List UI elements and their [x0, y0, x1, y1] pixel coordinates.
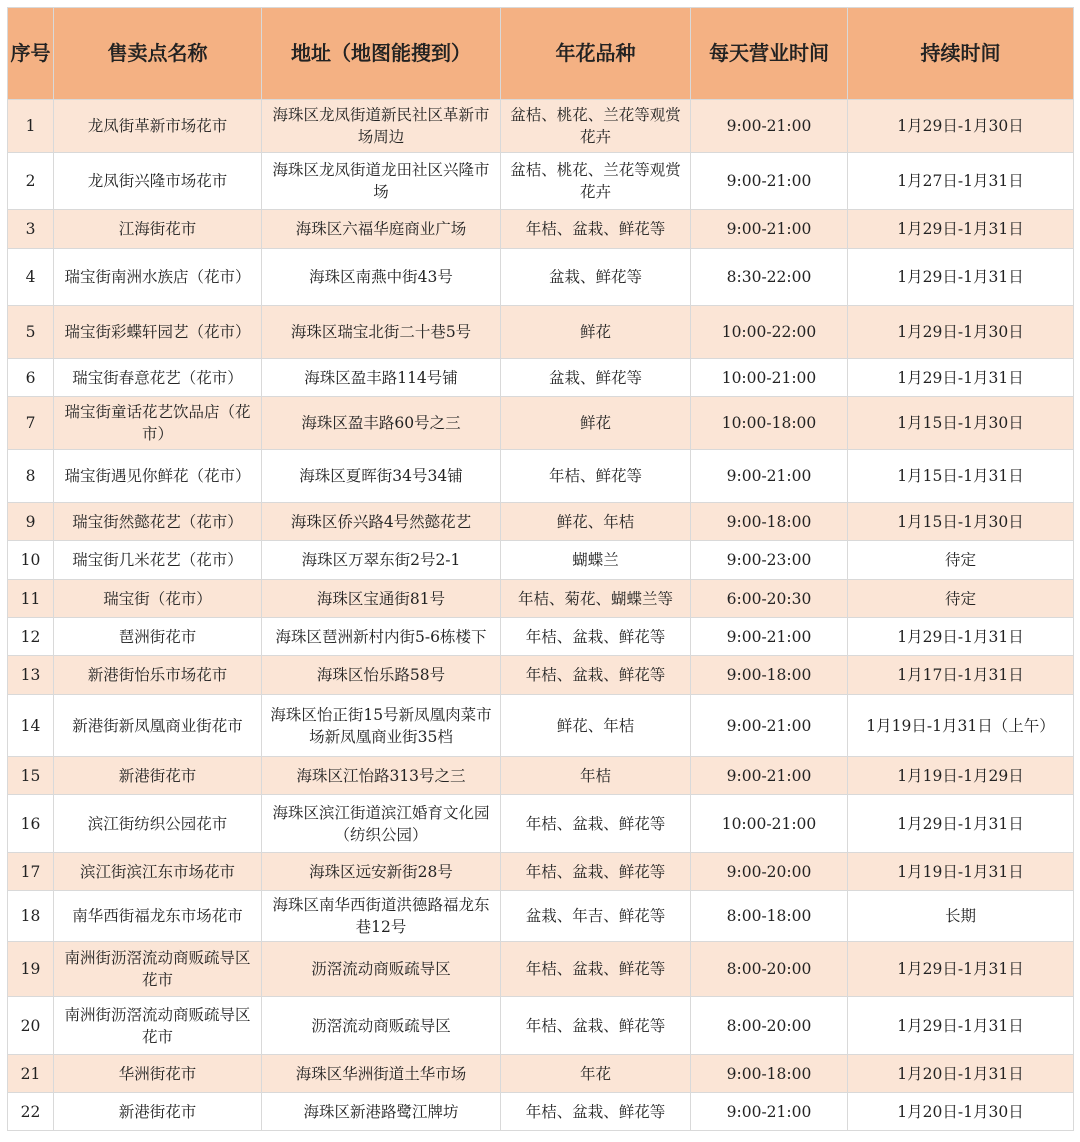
cell-daily-hours: 9:00-21:00: [691, 153, 848, 210]
cell-market-name: 南华西街福龙东市场花市: [54, 891, 262, 942]
cell-duration: 1月29日-1月30日: [848, 100, 1074, 153]
cell-daily-hours: 9:00-21:00: [691, 210, 848, 249]
cell-seq: 8: [8, 450, 54, 503]
cell-market-name: 南洲街沥滘流动商贩疏导区花市: [54, 997, 262, 1055]
cell-flower-varieties: 蝴蝶兰: [501, 541, 691, 580]
table-row: [8, 618, 1074, 656]
cell-duration: 待定: [848, 541, 1074, 580]
cell-address: 海珠区万翠东街2号2-1: [262, 541, 501, 580]
cell-daily-hours: 8:30-22:00: [691, 249, 848, 306]
cell-seq: 7: [8, 397, 54, 450]
cell-flower-varieties: 鲜花: [501, 306, 691, 359]
cell-seq: 12: [8, 618, 54, 656]
table-row: [8, 100, 1074, 153]
header-daily-hours: 每天营业时间: [691, 8, 848, 100]
cell-market-name: 南洲街沥滘流动商贩疏导区花市: [54, 942, 262, 997]
table-row: [8, 541, 1074, 580]
table-header-row: [8, 8, 1074, 100]
cell-duration: 1月29日-1月31日: [848, 249, 1074, 306]
cell-seq: 11: [8, 580, 54, 618]
cell-seq: 21: [8, 1055, 54, 1093]
cell-market-name: 华洲街花市: [54, 1055, 262, 1093]
table-row: [8, 853, 1074, 891]
cell-seq: 15: [8, 757, 54, 795]
cell-duration: 1月29日-1月31日: [848, 210, 1074, 249]
cell-daily-hours: 6:00-20:30: [691, 580, 848, 618]
cell-address: 海珠区新港路鹭江牌坊: [262, 1093, 501, 1131]
header-flower-varieties: 年花品种: [501, 8, 691, 100]
flower-market-table-container: [7, 7, 1073, 1131]
cell-daily-hours: 9:00-21:00: [691, 100, 848, 153]
cell-address: 海珠区南燕中街43号: [262, 249, 501, 306]
cell-daily-hours: 9:00-21:00: [691, 618, 848, 656]
table-row: [8, 795, 1074, 853]
cell-flower-varieties: 盆栽、鲜花等: [501, 359, 691, 397]
cell-market-name: 新港街花市: [54, 757, 262, 795]
cell-address: 海珠区盈丰路60号之三: [262, 397, 501, 450]
cell-market-name: 滨江街滨江东市场花市: [54, 853, 262, 891]
cell-duration: 长期: [848, 891, 1074, 942]
cell-duration: 1月19日-1月31日（上午）: [848, 695, 1074, 757]
cell-market-name: 瑞宝街然懿花艺（花市）: [54, 503, 262, 541]
cell-address: 海珠区夏晖街34号34铺: [262, 450, 501, 503]
cell-market-name: 瑞宝街遇见你鲜花（花市）: [54, 450, 262, 503]
cell-flower-varieties: 年桔、盆栽、鲜花等: [501, 997, 691, 1055]
cell-flower-varieties: 年桔: [501, 757, 691, 795]
cell-flower-varieties: 年桔、盆栽、鲜花等: [501, 853, 691, 891]
cell-address: 海珠区瑞宝北街二十巷5号: [262, 306, 501, 359]
cell-market-name: 瑞宝街童话花艺饮品店（花市）: [54, 397, 262, 450]
cell-address: 海珠区盈丰路114号铺: [262, 359, 501, 397]
cell-duration: 1月29日-1月31日: [848, 997, 1074, 1055]
cell-duration: 1月19日-1月31日: [848, 853, 1074, 891]
cell-address: 海珠区怡正街15号新凤凰肉菜市场新凤凰商业街35档: [262, 695, 501, 757]
cell-market-name: 瑞宝街彩蝶轩园艺（花市）: [54, 306, 262, 359]
table-row: [8, 695, 1074, 757]
table-row: [8, 1055, 1074, 1093]
cell-flower-varieties: 年桔、盆栽、鲜花等: [501, 1093, 691, 1131]
cell-flower-varieties: 盆栽、年吉、鲜花等: [501, 891, 691, 942]
cell-duration: 1月29日-1月31日: [848, 618, 1074, 656]
header-address: 地址（地图能搜到）: [262, 8, 501, 100]
table-row: [8, 757, 1074, 795]
cell-duration: 1月20日-1月30日: [848, 1093, 1074, 1131]
cell-market-name: 瑞宝街几米花艺（花市）: [54, 541, 262, 580]
cell-flower-varieties: 年桔、盆栽、鲜花等: [501, 795, 691, 853]
cell-seq: 1: [8, 100, 54, 153]
cell-flower-varieties: 鲜花: [501, 397, 691, 450]
cell-address: 海珠区华洲街道土华市场: [262, 1055, 501, 1093]
cell-address: 海珠区龙凤街道龙田社区兴隆市场: [262, 153, 501, 210]
cell-flower-varieties: 年桔、盆栽、鲜花等: [501, 656, 691, 695]
cell-seq: 20: [8, 997, 54, 1055]
cell-daily-hours: 9:00-18:00: [691, 503, 848, 541]
cell-daily-hours: 10:00-21:00: [691, 359, 848, 397]
cell-flower-varieties: 鲜花、年桔: [501, 695, 691, 757]
cell-daily-hours: 10:00-18:00: [691, 397, 848, 450]
table-row: [8, 656, 1074, 695]
table-row: [8, 1093, 1074, 1131]
cell-market-name: 滨江街纺织公园花市: [54, 795, 262, 853]
cell-daily-hours: 8:00-18:00: [691, 891, 848, 942]
table-row: [8, 580, 1074, 618]
cell-duration: 1月29日-1月31日: [848, 359, 1074, 397]
cell-market-name: 瑞宝街南洲水族店（花市）: [54, 249, 262, 306]
cell-flower-varieties: 盆栽、鲜花等: [501, 249, 691, 306]
cell-address: 海珠区滨江街道滨江婚育文化园（纺织公园）: [262, 795, 501, 853]
cell-duration: 1月15日-1月31日: [848, 450, 1074, 503]
cell-daily-hours: 9:00-20:00: [691, 853, 848, 891]
cell-seq: 17: [8, 853, 54, 891]
cell-seq: 13: [8, 656, 54, 695]
cell-seq: 9: [8, 503, 54, 541]
cell-daily-hours: 9:00-21:00: [691, 757, 848, 795]
cell-duration: 1月27日-1月31日: [848, 153, 1074, 210]
cell-market-name: 新港街花市: [54, 1093, 262, 1131]
cell-duration: 1月29日-1月31日: [848, 795, 1074, 853]
cell-address: 沥滘流动商贩疏导区: [262, 942, 501, 997]
table-row: [8, 891, 1074, 942]
cell-daily-hours: 9:00-23:00: [691, 541, 848, 580]
header-seq: 序号: [8, 8, 54, 100]
table-row: [8, 942, 1074, 997]
cell-flower-varieties: 盆桔、桃花、兰花等观赏花卉: [501, 100, 691, 153]
cell-duration: 1月15日-1月30日: [848, 397, 1074, 450]
table-row: [8, 249, 1074, 306]
cell-seq: 6: [8, 359, 54, 397]
cell-seq: 10: [8, 541, 54, 580]
cell-daily-hours: 9:00-21:00: [691, 450, 848, 503]
cell-address: 沥滘流动商贩疏导区: [262, 997, 501, 1055]
cell-daily-hours: 10:00-21:00: [691, 795, 848, 853]
cell-daily-hours: 8:00-20:00: [691, 997, 848, 1055]
cell-duration: 1月20日-1月31日: [848, 1055, 1074, 1093]
table-row: [8, 153, 1074, 210]
table-body: [8, 100, 1074, 1131]
cell-seq: 16: [8, 795, 54, 853]
cell-address: 海珠区江怡路313号之三: [262, 757, 501, 795]
cell-market-name: 江海街花市: [54, 210, 262, 249]
cell-market-name: 瑞宝街春意花艺（花市）: [54, 359, 262, 397]
cell-daily-hours: 10:00-22:00: [691, 306, 848, 359]
cell-address: 海珠区侨兴路4号然懿花艺: [262, 503, 501, 541]
table-row: [8, 997, 1074, 1055]
cell-daily-hours: 9:00-21:00: [691, 1093, 848, 1131]
cell-seq: 3: [8, 210, 54, 249]
cell-flower-varieties: 年桔、盆栽、鲜花等: [501, 618, 691, 656]
cell-daily-hours: 9:00-18:00: [691, 1055, 848, 1093]
cell-seq: 2: [8, 153, 54, 210]
cell-address: 海珠区龙凤街道新民社区革新市场周边: [262, 100, 501, 153]
cell-seq: 14: [8, 695, 54, 757]
cell-daily-hours: 8:00-20:00: [691, 942, 848, 997]
table-row: [8, 359, 1074, 397]
cell-flower-varieties: 年花: [501, 1055, 691, 1093]
cell-market-name: 新港街新凤凰商业街花市: [54, 695, 262, 757]
cell-address: 海珠区远安新街28号: [262, 853, 501, 891]
flower-market-table: [7, 7, 1074, 1131]
cell-market-name: 龙凤街兴隆市场花市: [54, 153, 262, 210]
table-row: [8, 503, 1074, 541]
header-market-name: 售卖点名称: [54, 8, 262, 100]
cell-duration: 1月29日-1月30日: [848, 306, 1074, 359]
cell-address: 海珠区宝通街81号: [262, 580, 501, 618]
cell-seq: 22: [8, 1093, 54, 1131]
cell-duration: 1月15日-1月30日: [848, 503, 1074, 541]
cell-address: 海珠区怡乐路58号: [262, 656, 501, 695]
cell-address: 海珠区六福华庭商业广场: [262, 210, 501, 249]
cell-seq: 18: [8, 891, 54, 942]
cell-market-name: 瑞宝街（花市）: [54, 580, 262, 618]
cell-duration: 1月29日-1月31日: [848, 942, 1074, 997]
cell-flower-varieties: 鲜花、年桔: [501, 503, 691, 541]
cell-seq: 4: [8, 249, 54, 306]
cell-market-name: 新港街怡乐市场花市: [54, 656, 262, 695]
cell-duration: 待定: [848, 580, 1074, 618]
cell-duration: 1月17日-1月31日: [848, 656, 1074, 695]
header-duration: 持续时间: [848, 8, 1074, 100]
cell-flower-varieties: 年桔、鲜花等: [501, 450, 691, 503]
cell-flower-varieties: 年桔、菊花、蝴蝶兰等: [501, 580, 691, 618]
table-row: [8, 450, 1074, 503]
cell-duration: 1月19日-1月29日: [848, 757, 1074, 795]
cell-address: 海珠区南华西街道洪德路福龙东巷12号: [262, 891, 501, 942]
table-row: [8, 210, 1074, 249]
cell-flower-varieties: 盆桔、桃花、兰花等观赏花卉: [501, 153, 691, 210]
cell-address: 海珠区琶洲新村内街5-6栋楼下: [262, 618, 501, 656]
cell-flower-varieties: 年桔、盆栽、鲜花等: [501, 942, 691, 997]
cell-seq: 5: [8, 306, 54, 359]
table-row: [8, 397, 1074, 450]
cell-daily-hours: 9:00-18:00: [691, 656, 848, 695]
cell-daily-hours: 9:00-21:00: [691, 695, 848, 757]
cell-market-name: 琶洲街花市: [54, 618, 262, 656]
cell-flower-varieties: 年桔、盆栽、鲜花等: [501, 210, 691, 249]
cell-seq: 19: [8, 942, 54, 997]
table-row: [8, 306, 1074, 359]
cell-market-name: 龙凤街革新市场花市: [54, 100, 262, 153]
